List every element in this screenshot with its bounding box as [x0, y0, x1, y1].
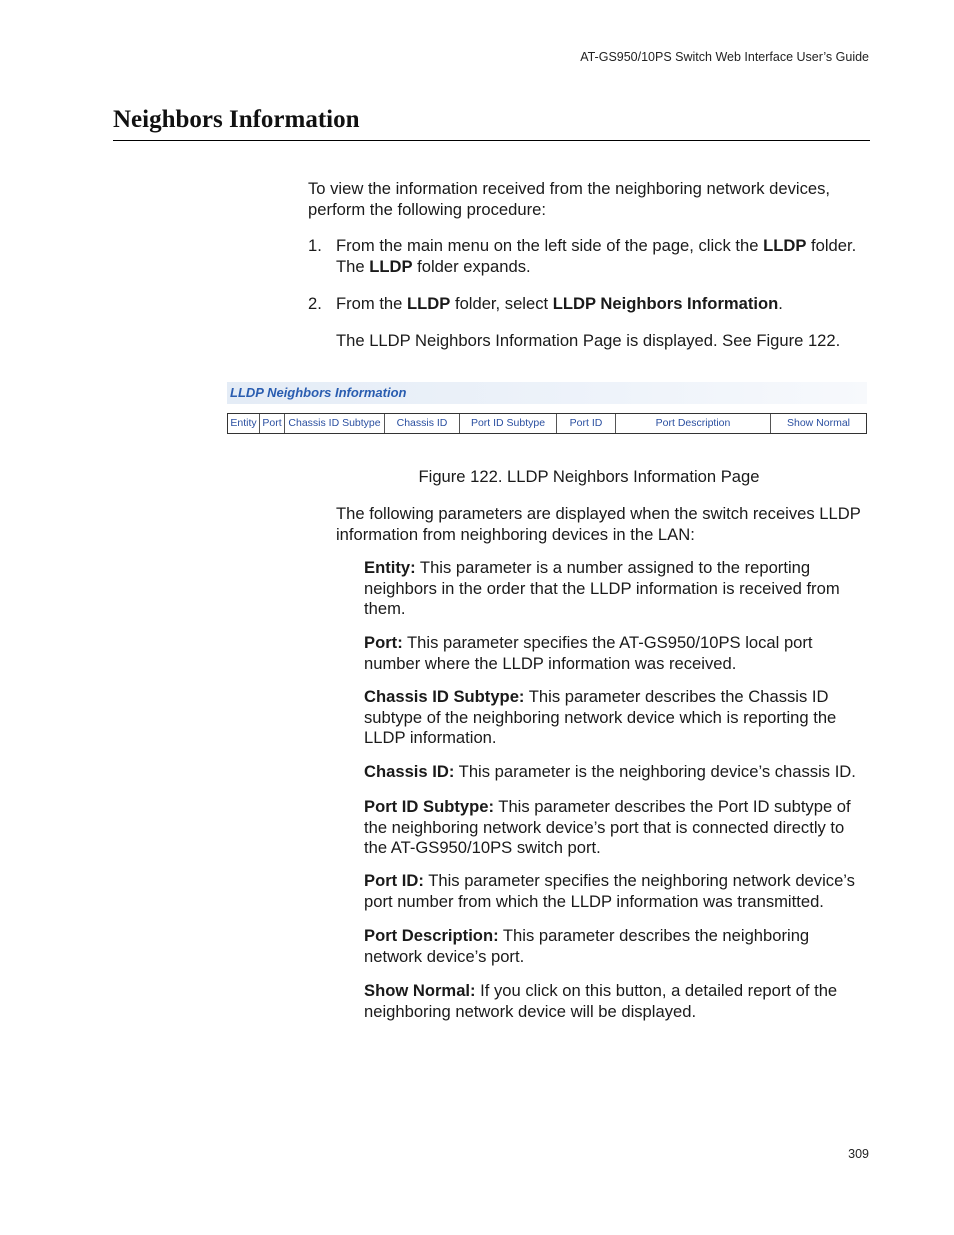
param-port-description-term: Port Description:	[364, 926, 499, 945]
step-2-bold-menu-item: LLDP Neighbors Information	[552, 294, 779, 313]
step-2-bold-lldp: LLDP	[407, 294, 451, 313]
param-port-description	[364, 926, 870, 967]
step-2-text-b: folder, select	[450, 294, 553, 313]
param-port-term: Port:	[364, 633, 403, 652]
param-entity-term: Entity:	[364, 558, 416, 577]
step-1-text	[336, 236, 876, 277]
step-2-text	[336, 294, 876, 315]
step-2-text-c: .	[778, 294, 783, 313]
param-chassis-id-desc: This parameter is the neighboring device’s chassis ID.	[454, 762, 856, 781]
param-port-id-subtype	[364, 797, 870, 859]
param-chassis-id	[364, 762, 884, 783]
param-entity	[364, 558, 870, 620]
column-entity: Entity	[228, 414, 260, 433]
title-rule	[113, 140, 870, 141]
column-chassis-id-subtype: Chassis ID Subtype	[285, 414, 385, 433]
step-2-result: The LLDP Neighbors Information Page is displayed. See Figure 122.	[336, 331, 841, 350]
neighbors-table-header	[227, 413, 867, 434]
parameters-intro: The following parameters are displayed when the switch receives LLDP information from neighboring devices in the LAN:	[336, 504, 861, 544]
column-port-id: Port ID	[557, 414, 616, 433]
param-show-normal	[364, 981, 870, 1022]
column-port: Port	[260, 414, 285, 433]
param-chassis-id-term: Chassis ID:	[364, 762, 455, 781]
param-show-normal-term: Show Normal:	[364, 981, 476, 1000]
intro-paragraph: To view the information received from the neighboring network devices, perform the following procedure:	[308, 179, 831, 219]
column-chassis-id: Chassis ID	[385, 414, 460, 433]
section-title: Neighbors Information	[113, 106, 360, 133]
step-1-text-c: folder expands.	[412, 256, 531, 276]
param-port-id	[364, 871, 870, 912]
step-1-number: 1.	[308, 236, 322, 255]
param-chassis-id-subtype-desc: This parameter describes the Chassis ID subtype of the neighboring network device which is reporting the LLDP information.	[364, 687, 837, 747]
column-port-description: Port Description	[616, 414, 771, 433]
column-show-normal: Show Normal	[786, 417, 851, 429]
param-port-id-term: Port ID:	[364, 871, 424, 890]
param-port-id-subtype-desc: This parameter describes the Port ID subtype of the neighboring network device’s port that is connected directly to the AT-GS950/10PS switch port.	[364, 797, 851, 857]
figure-caption: Figure 122. LLDP Neighbors Information Page	[418, 467, 760, 486]
param-chassis-id-subtype	[364, 687, 870, 749]
param-chassis-id-subtype-term: Chassis ID Subtype:	[364, 687, 525, 706]
lldp-neighbors-screenshot	[227, 382, 867, 435]
param-port-id-subtype-term: Port ID Subtype:	[364, 797, 494, 816]
param-show-normal-desc: If you click on this button, a detailed report of the neighboring network device will be displayed.	[364, 981, 838, 1021]
column-port-id-subtype: Port ID Subtype	[460, 414, 557, 433]
step-1-text-b: folder. The	[336, 236, 857, 276]
param-port-id-desc: This parameter specifies the neighboring network device’s port number from which the LLDP information was transmitted.	[364, 871, 855, 911]
param-port-desc: This parameter specifies the AT-GS950/10PS local port number where the LLDP information was received.	[364, 633, 813, 673]
page-number: 309	[848, 1147, 869, 1161]
step-2-text-a: From the	[336, 294, 408, 313]
param-entity-desc: This parameter is a number assigned to the reporting neighbors in the order that the LLDP information is received from them.	[364, 558, 840, 618]
step-1-text-a: From the main menu on the left side of the page, click the	[336, 236, 764, 255]
step-1-bold-lldp-2: LLDP	[369, 256, 413, 276]
step-1-bold-lldp: LLDP	[763, 236, 807, 255]
figure-header-bar	[227, 382, 867, 404]
param-port-description-desc: This parameter describes the neighboring network device’s port.	[364, 926, 810, 966]
step-2-number: 2.	[308, 294, 322, 313]
param-port	[364, 633, 870, 674]
figure-header-title: LLDP Neighbors Information	[230, 385, 407, 400]
running-header: AT-GS950/10PS Switch Web Interface User’s Guide	[580, 50, 869, 64]
